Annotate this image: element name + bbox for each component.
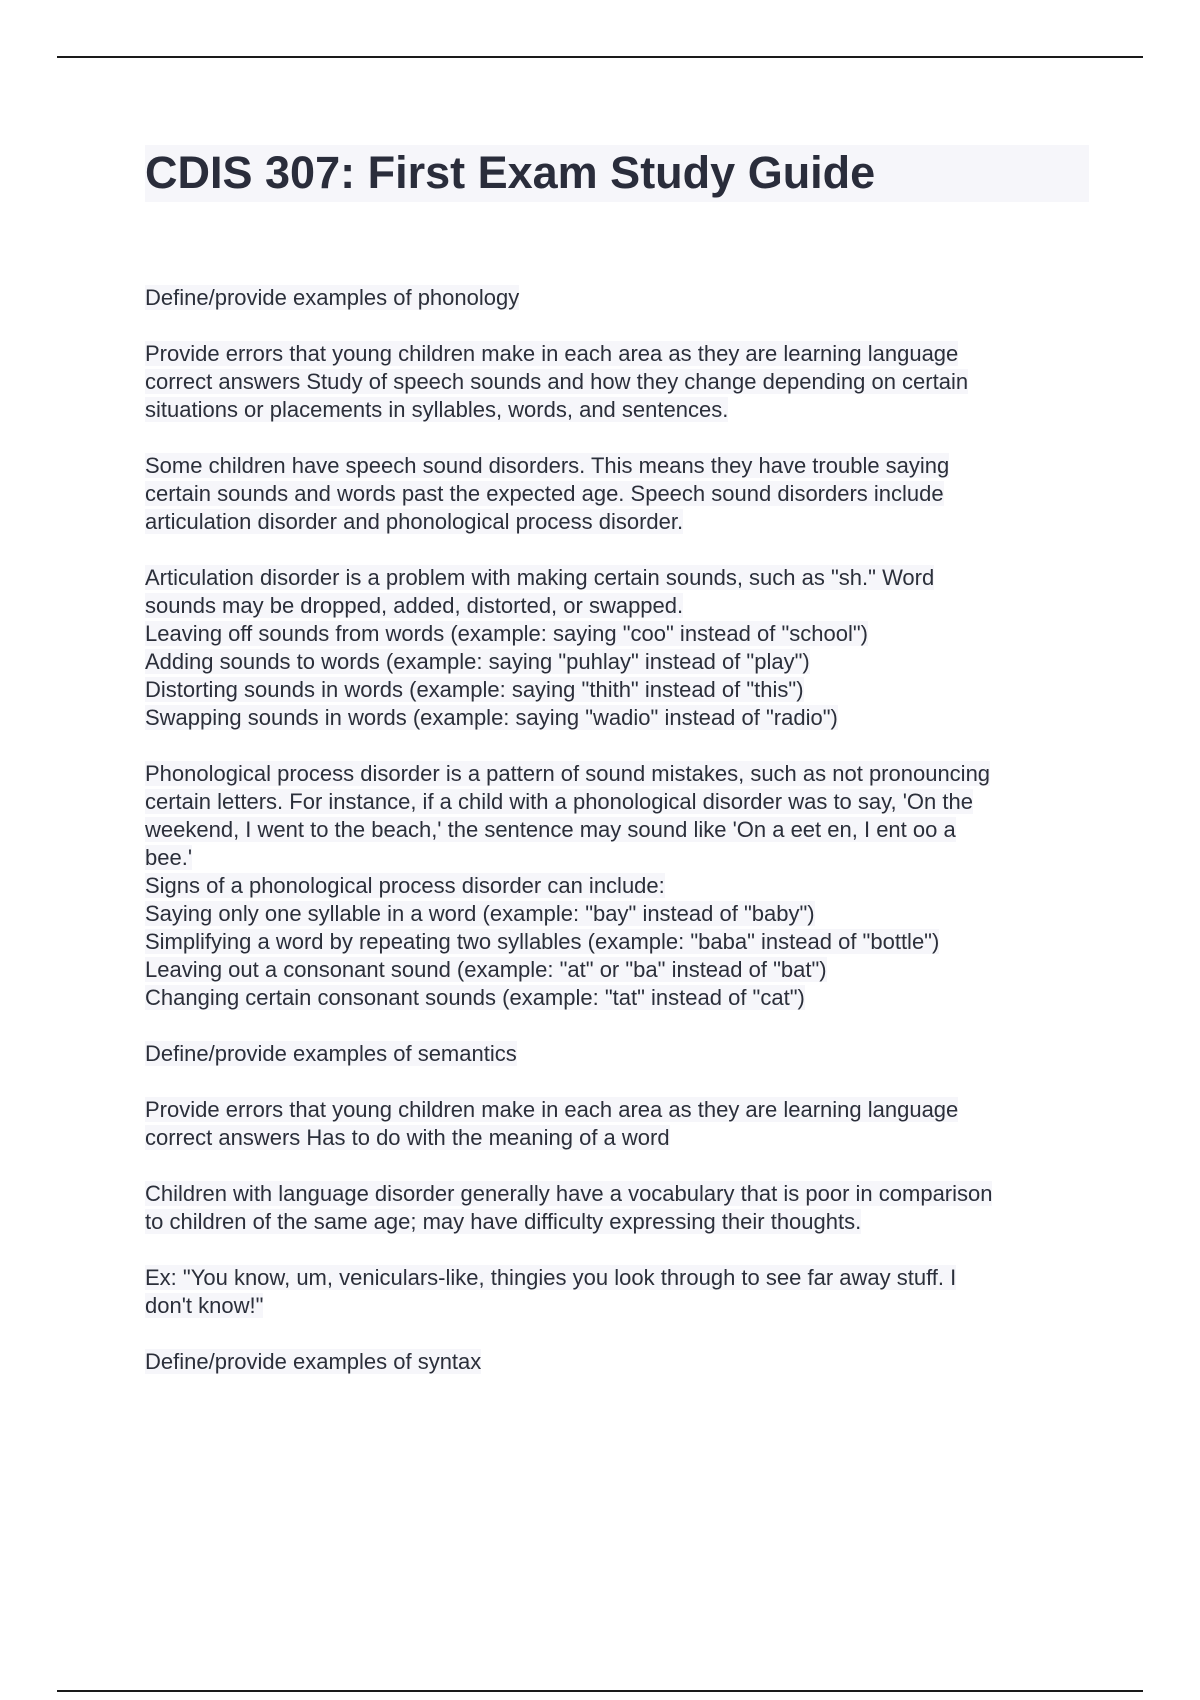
text-line: articulation disorder and phonological process disorder. bbox=[145, 509, 684, 534]
document-body bbox=[145, 284, 1105, 1404]
text-line: Leaving off sounds from words (example: saying "coo" instead of "school") bbox=[145, 621, 868, 646]
text-line: Provide errors that young children make in each area as they are learning language bbox=[145, 341, 959, 366]
text-line: situations or placements in syllables, words, and sentences. bbox=[145, 397, 729, 422]
text-line: to children of the same age; may have difficulty expressing their thoughts. bbox=[145, 1209, 862, 1234]
paragraph-phonology-answer bbox=[145, 340, 1105, 424]
text-line: don't know!" bbox=[145, 1293, 264, 1318]
text-line: Define/provide examples of syntax bbox=[145, 1349, 482, 1374]
text-line: Define/provide examples of semantics bbox=[145, 1041, 517, 1066]
text-line: Phonological process disorder is a pattern of sound mistakes, such as not pronouncing bbox=[145, 761, 991, 786]
text-line: Provide errors that young children make in each area as they are learning language bbox=[145, 1097, 959, 1122]
text-line: Define/provide examples of phonology bbox=[145, 285, 520, 310]
text-line: Signs of a phonological process disorder can include: bbox=[145, 873, 665, 898]
paragraph-articulation-disorder bbox=[145, 564, 1105, 732]
top-rule bbox=[57, 56, 1143, 58]
text-line: Some children have speech sound disorders. This means they have trouble saying bbox=[145, 453, 950, 478]
text-line: sounds may be dropped, added, distorted, or swapped. bbox=[145, 593, 684, 618]
paragraph-language-disorder bbox=[145, 1180, 1105, 1236]
text-line: Articulation disorder is a problem with making certain sounds, such as "sh." Word bbox=[145, 565, 935, 590]
paragraph-phonological-process-disorder bbox=[145, 760, 1105, 1012]
section-heading-phonology bbox=[145, 284, 1105, 312]
text-line: Adding sounds to words (example: saying "puhlay" instead of "play") bbox=[145, 649, 810, 674]
text-line: bee.' bbox=[145, 845, 193, 870]
page-title: CDIS 307: First Exam Study Guide bbox=[145, 147, 876, 198]
text-line: correct answers Study of speech sounds and how they change depending on certain bbox=[145, 369, 969, 394]
paragraph-semantics-answer bbox=[145, 1096, 1105, 1152]
text-line: Leaving out a consonant sound (example: "at" or "ba" instead of "bat") bbox=[145, 957, 827, 982]
text-line: Distorting sounds in words (example: saying "thith" instead of "this") bbox=[145, 677, 804, 702]
text-line: Children with language disorder generally have a vocabulary that is poor in comparison bbox=[145, 1181, 993, 1206]
text-line: Changing certain consonant sounds (example: "tat" instead of "cat") bbox=[145, 985, 805, 1010]
section-heading-semantics bbox=[145, 1040, 1105, 1068]
section-heading-syntax bbox=[145, 1348, 1105, 1376]
paragraph-semantics-example bbox=[145, 1264, 1105, 1320]
paragraph-speech-sound-disorders bbox=[145, 452, 1105, 536]
text-line: Saying only one syllable in a word (example: "bay" instead of "baby") bbox=[145, 901, 815, 926]
text-line: Simplifying a word by repeating two syllables (example: "baba" instead of "bottle") bbox=[145, 929, 940, 954]
text-line: weekend, I went to the beach,' the sentence may sound like 'On a eet en, I ent oo a bbox=[145, 817, 956, 842]
text-line: certain sounds and words past the expected age. Speech sound disorders include bbox=[145, 481, 944, 506]
text-line: Ex: "You know, um, veniculars-like, thingies you look through to see far away stuff. I bbox=[145, 1265, 957, 1290]
text-line: certain letters. For instance, if a child with a phonological disorder was to say, 'On the bbox=[145, 789, 973, 814]
text-line: Swapping sounds in words (example: saying "wadio" instead of "radio") bbox=[145, 705, 838, 730]
text-line: correct answers Has to do with the meaning of a word bbox=[145, 1125, 670, 1150]
bottom-rule bbox=[57, 1690, 1143, 1692]
